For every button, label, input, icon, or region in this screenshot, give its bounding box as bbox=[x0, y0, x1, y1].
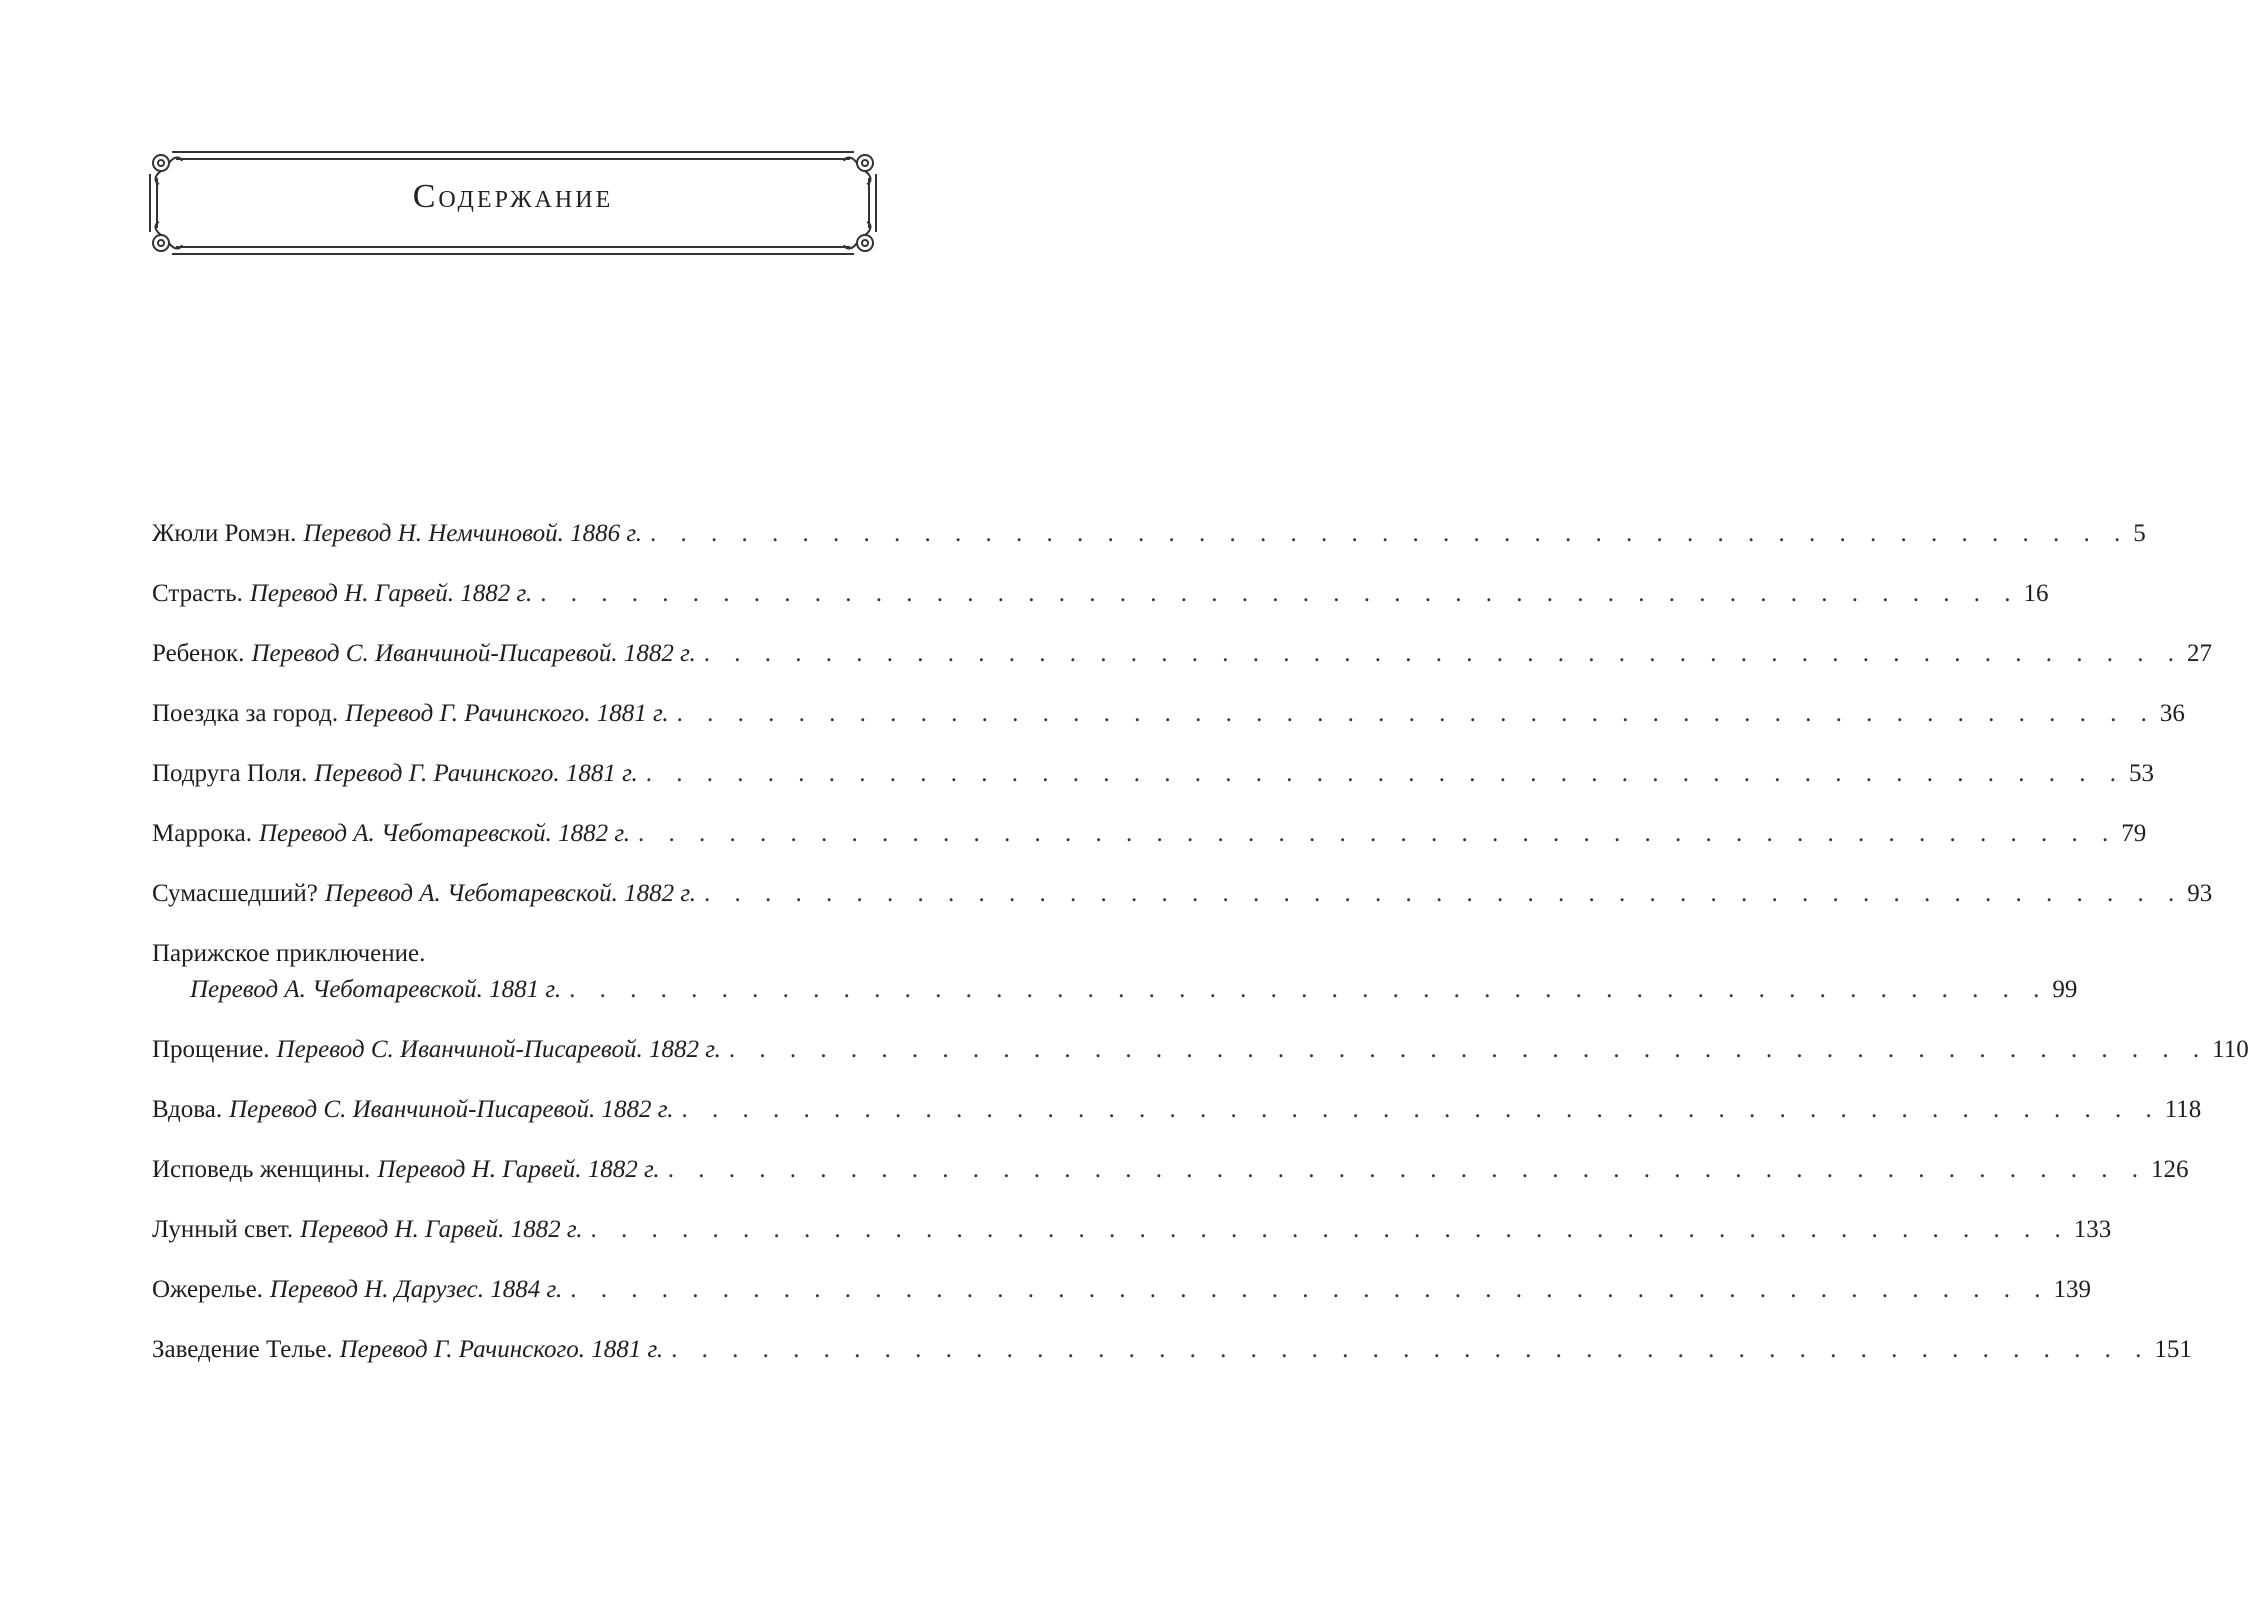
toc-story-title: Парижское приключение. bbox=[152, 940, 426, 967]
toc-translator: Перевод С. Иванчиной-Писаревой. 1882 г. bbox=[229, 1096, 674, 1123]
toc-entry[interactable] bbox=[152, 696, 2185, 732]
toc-translator: Перевод Н. Гарвей. 1882 г. bbox=[377, 1156, 660, 1183]
toc-entry[interactable] bbox=[152, 516, 2146, 552]
toc-leader-dots: . . . . . . . . . . . . . . . . . . . . . . . . . . . . . . . . . . . . . . . . . . . . . . . . . bbox=[681, 1096, 2161, 1123]
toc-translator: Перевод С. Иванчиной-Писаревой. 1882 г. bbox=[276, 1036, 721, 1063]
toc-page-number: 139 bbox=[2053, 1276, 2091, 1303]
toc-entry[interactable] bbox=[152, 1032, 2249, 1068]
toc-entry[interactable] bbox=[152, 1272, 2091, 1308]
toc-translator: Перевод А. Чеботаревской. 1881 г. bbox=[190, 976, 562, 1003]
toc-page-number: 79 bbox=[2121, 820, 2147, 847]
toc-leader-dots: . . . . . . . . . . . . . . . . . . . . . . . . . . . . . . . . . . . . . . . . . . . . . . . . . bbox=[569, 976, 2049, 1003]
toc-page-number: 118 bbox=[2164, 1096, 2202, 1123]
toc-story-title: Поездка за город. bbox=[152, 700, 339, 727]
toc-leader-dots: . . . . . . . . . . . . . . . . . . . . . . . . . . . . . . . . . . . . . . . . . . . . . . . . . bbox=[676, 700, 2156, 727]
toc-story-title: Маррока. bbox=[152, 820, 252, 847]
toc-page-number: 126 bbox=[2150, 1156, 2189, 1183]
toc-page-number: 27 bbox=[2187, 640, 2213, 667]
toc-story-title: Сумасшедший? bbox=[152, 880, 318, 907]
toc-leader-dots: . . . . . . . . . . . . . . . . . . . . . . . . . . . . . . . . . . . . . . . . . . . . . . . . . bbox=[671, 1336, 2151, 1363]
toc-translator: Перевод Н. Дарузес. 1884 г. bbox=[269, 1276, 563, 1303]
toc-leader-dots: . . . . . . . . . . . . . . . . . . . . . . . . . . . . . . . . . . . . . . . . . . . . . . . . . bbox=[667, 1156, 2147, 1183]
toc-entry[interactable] bbox=[152, 936, 2078, 1008]
toc-entry[interactable] bbox=[152, 816, 2147, 852]
toc-translator: Перевод А. Чеботаревской. 1882 г. bbox=[258, 820, 631, 847]
toc-translator: Перевод А. Чеботаревской. 1882 г. bbox=[324, 880, 696, 907]
toc-entry[interactable] bbox=[152, 1212, 2112, 1248]
toc-leader-dots: . . . . . . . . . . . . . . . . . . . . . . . . . . . . . . . . . . . . . . . . . . . . . . . . . bbox=[638, 820, 2118, 847]
toc-leader-dots: . . . . . . . . . . . . . . . . . . . . . . . . . . . . . . . . . . . . . . . . . . . . . . . . . bbox=[704, 880, 2184, 907]
toc-leader-dots: . . . . . . . . . . . . . . . . . . . . . . . . . . . . . . . . . . . . . . . . . . . . . . . . . bbox=[645, 760, 2126, 787]
toc-story-title: Вдова. bbox=[152, 1096, 223, 1123]
header-frame bbox=[146, 148, 880, 258]
toc-entry[interactable] bbox=[152, 636, 2213, 672]
toc-story-title: Ребенок. bbox=[152, 640, 245, 667]
toc-page-number: 110 bbox=[2212, 1036, 2249, 1063]
toc-translator: Перевод Г. Рачинского. 1881 г. bbox=[339, 1336, 664, 1363]
toc-leader-dots: . . . . . . . . . . . . . . . . . . . . . . . . . . . . . . . . . . . . . . . . . . . . . . . . . bbox=[650, 520, 2130, 547]
table-of-contents bbox=[152, 516, 2249, 1392]
toc-translator: Перевод Н. Немчиновой. 1886 г. bbox=[303, 520, 643, 547]
toc-story-title: Страсть. bbox=[152, 580, 243, 607]
toc-translator: Перевод Н. Гарвей. 1882 г. bbox=[249, 580, 533, 607]
toc-story-title: Подруга Поля. bbox=[152, 760, 308, 787]
toc-leader-dots: . . . . . . . . . . . . . . . . . . . . . . . . . . . . . . . . . . . . . . . . . . . . . . . . . bbox=[728, 1036, 2209, 1063]
toc-entry[interactable] bbox=[152, 1092, 2202, 1128]
toc-translator: Перевод Н. Гарвей. 1882 г. bbox=[300, 1216, 583, 1243]
toc-story-title: Ожерелье. bbox=[152, 1276, 263, 1303]
toc-page-number: 16 bbox=[2023, 580, 2049, 607]
toc-translator: Перевод Г. Рачинского. 1881 г. bbox=[314, 760, 638, 787]
toc-page-number: 99 bbox=[2052, 976, 2078, 1003]
toc-entry[interactable] bbox=[152, 876, 2213, 912]
toc-page-number: 133 bbox=[2073, 1216, 2112, 1243]
toc-story-title: Прощение. bbox=[152, 1036, 270, 1063]
toc-leader-dots: . . . . . . . . . . . . . . . . . . . . . . . . . . . . . . . . . . . . . . . . . . . . . . . . . bbox=[570, 1276, 2050, 1303]
toc-entry[interactable] bbox=[152, 1332, 2192, 1368]
toc-page-number: 93 bbox=[2187, 880, 2213, 907]
toc-translator: Перевод Г. Рачинского. 1881 г. bbox=[345, 700, 669, 727]
toc-story-title: Заведение Телье. bbox=[152, 1336, 333, 1363]
toc-entry[interactable] bbox=[152, 1152, 2189, 1188]
page-title: Содержание bbox=[412, 178, 614, 215]
toc-leader-dots: . . . . . . . . . . . . . . . . . . . . . . . . . . . . . . . . . . . . . . . . . . . . . . . . . bbox=[590, 1216, 2070, 1243]
toc-story-title: Исповедь женщины. bbox=[152, 1156, 371, 1183]
toc-page-number: 36 bbox=[2159, 700, 2185, 727]
toc-translator: Перевод С. Иванчиной-Писаревой. 1882 г. bbox=[251, 640, 696, 667]
toc-page-number: 151 bbox=[2154, 1336, 2192, 1363]
toc-page-number: 5 bbox=[2133, 520, 2146, 547]
toc-page-number: 53 bbox=[2129, 760, 2155, 787]
toc-entry[interactable] bbox=[152, 576, 2049, 612]
toc-entry[interactable] bbox=[152, 756, 2155, 792]
toc-story-title: Жюли Ромэн. bbox=[152, 520, 297, 547]
toc-leader-dots: . . . . . . . . . . . . . . . . . . . . . . . . . . . . . . . . . . . . . . . . . . . . . . . . . bbox=[703, 640, 2184, 667]
toc-leader-dots: . . . . . . . . . . . . . . . . . . . . . . . . . . . . . . . . . . . . . . . . . . . . . . . . . bbox=[540, 580, 2020, 607]
toc-story-title: Лунный свет. bbox=[152, 1216, 294, 1243]
